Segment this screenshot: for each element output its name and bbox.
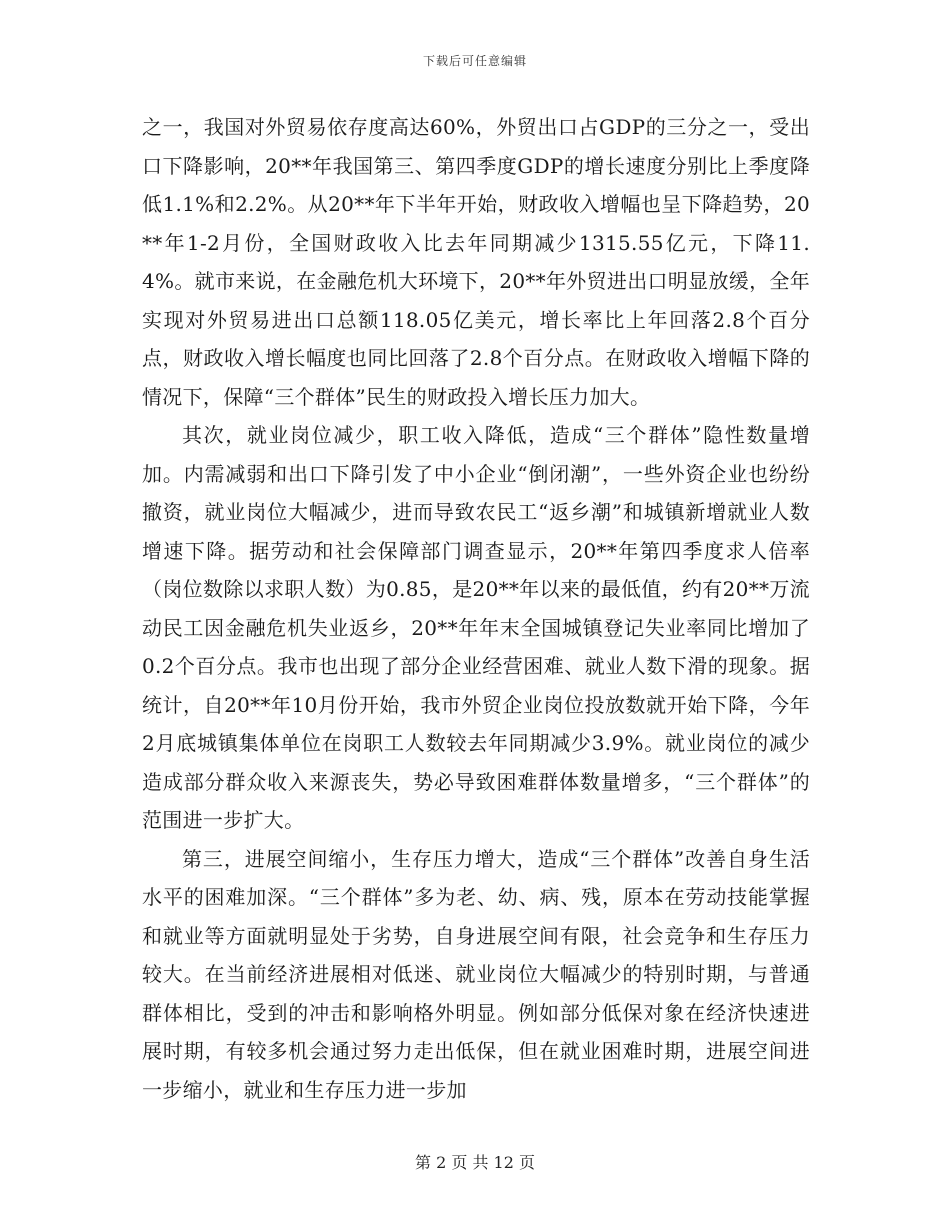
page-footer: 第 2 页 共 12 页 <box>415 1153 535 1172</box>
paragraph-1: 之一，我国对外贸易依存度高达60%，外贸出口占GDP的三分之一，受出口下降影响，20**年我国第三、第四季度GDP的增长速度分别比上季度降低1.1%和2.2%。从20**年下半年开始，财政收入增幅也呈下降趋势，20**年1-2月份，全国财政收入比去年同期减少1315.55亿元，下降11.4%。就市来说，在金融危机大环境下，20**年外贸进出口明显放缓，全年实现对外贸易进出口总额118.05亿美元，增长率比上年回落2.8个百分点，财政收入增长幅度也同比回落了2.8个百分点。在财政收入增幅下降的情况下，保障“三个群体”民生的财政投入增长压力加大。 <box>142 115 810 409</box>
paragraph-3: 第三，进展空间缩小，生存压力增大，造成“三个群体”改善自身生活水平的困难加深。“三个群体”多为老、幼、病、残，原本在劳动技能掌握和就业等方面就明显处于劣势，自身进展空间有限，社会竞争和生存压力较大。在当前经济进展相对低迷、就业岗位大幅减少的特别时期，与普通群体相比，受到的冲击和影响格外明显。例如部分低保对象在经济快速进展时期，有较多机会通过努力走出低保，但在就业困难时期，进展空间进一步缩小，就业和生存压力进一步加 <box>142 846 810 1102</box>
page-header: 下载后可任意编辑 <box>422 54 527 68</box>
paragraph-2: 其次，就业岗位减少，职工收入降低，造成“三个群体”隐性数量增加。内需减弱和出口下降引发了中小企业“倒闭潮”，一些外资企业也纷纷撤资，就业岗位大幅减少，进而导致农民工“返乡潮”和城镇新增就业人数增速下降。据劳动和社会保障部门调查显示，20**年第四季度求人倍率（岗位数除以求职人数）为0.85，是20**年以来的最低值，约有20**万流动民工因金融危机失业返乡，20**年年末全国城镇登记失业率同比增加了0.2个百分点。我市也出现了部分企业经营困难、就业人数下滑的现象。据统计，自20**年10月份开始，我市外贸企业岗位投放数就开始下降，今年2月底城镇集体单位在岗职工人数较去年同期减少3.9%。就业岗位的减少造成部分群众收入来源丧失，势必导致困难群体数量增多，“三个群体”的范围进一步扩大。 <box>142 423 810 832</box>
document-body <box>142 108 810 1109</box>
